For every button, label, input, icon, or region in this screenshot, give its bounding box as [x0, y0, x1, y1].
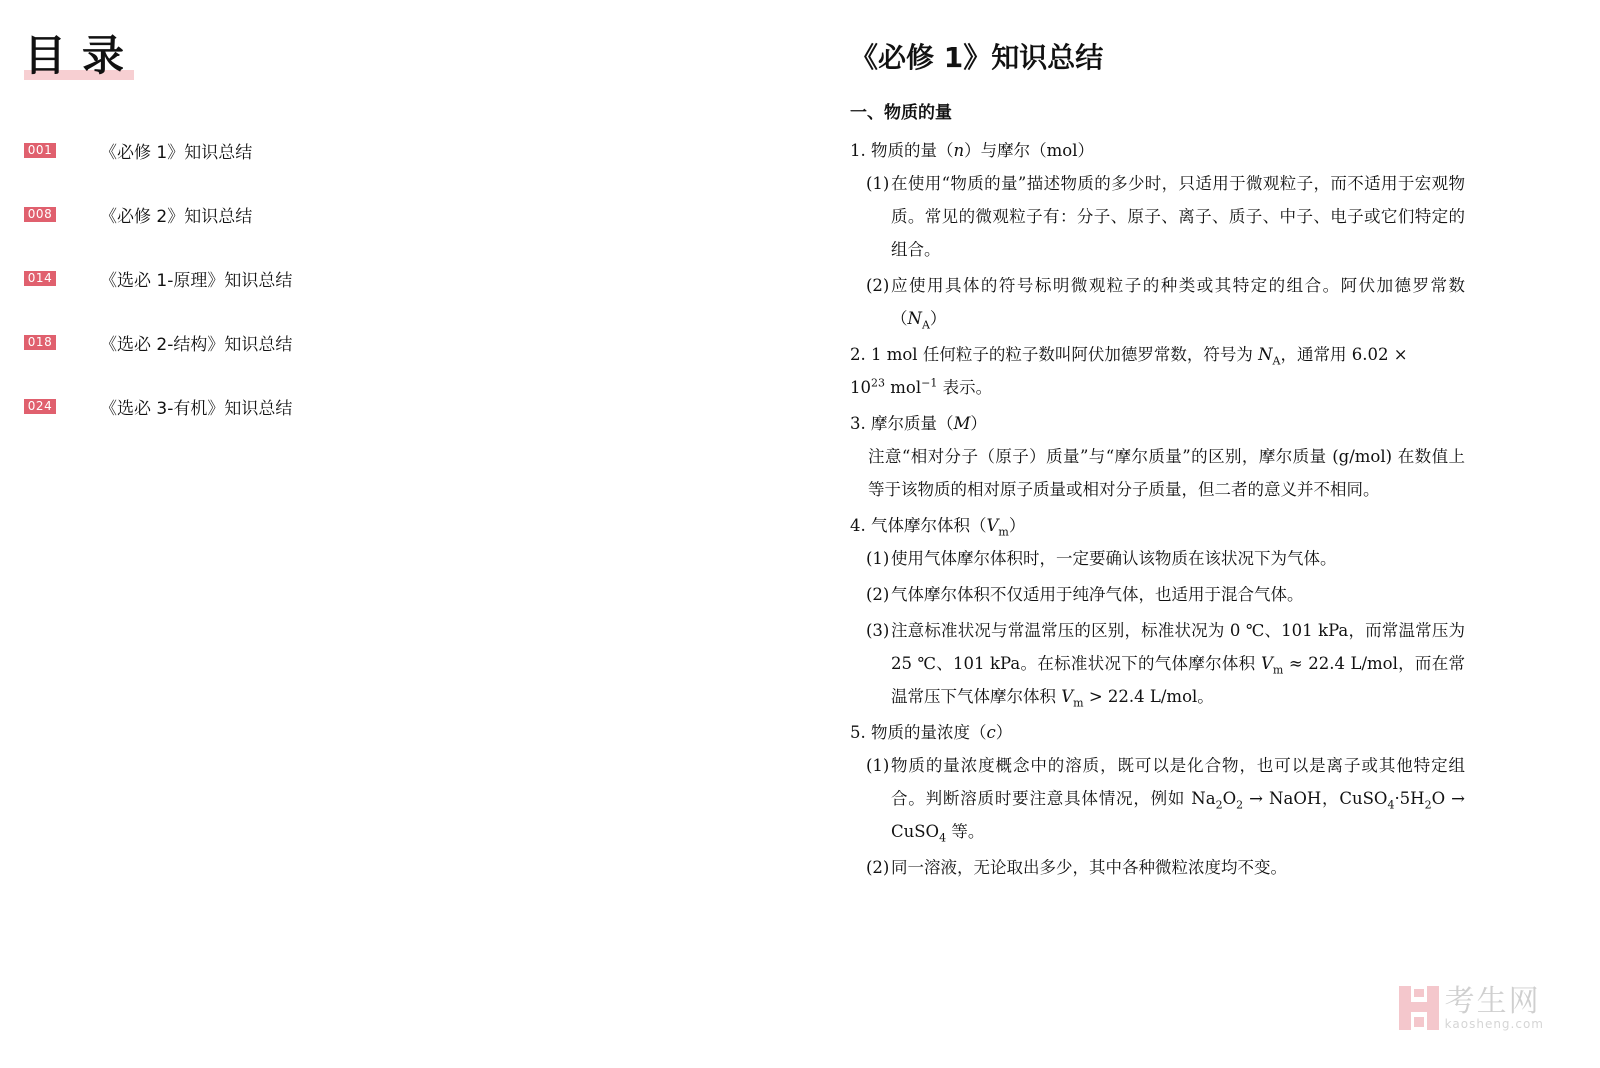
item-heading: 4. 气体摩尔体积$(V_m)$: [850, 516, 1026, 539]
toc-item-label: 《选必 2-结构》知识总结: [100, 334, 293, 355]
sub-item: (2) 应使用具体的符号标明微观粒子的种类或其特定的组合。阿伏加德罗常数$(N_A)$: [850, 269, 1465, 335]
toc-item[interactable]: [24, 182, 292, 246]
item-paragraph: 2. 1 mol 任何粒子的粒子数叫阿伏加德罗常数，符号为 $N_A$，通常用 6.02 × $10^{23}$ mol$^{-1}$ 表示。: [850, 345, 1408, 397]
page-title: 《必修 1》知识总结: [850, 41, 1104, 74]
item-heading: 5. 物质的量浓度（c）: [850, 723, 1013, 742]
sub-item-label: (2): [866, 276, 890, 295]
toc-title: 目录: [24, 31, 141, 80]
toc-page-number: 018: [24, 335, 56, 350]
sub-item: (2) 同一溶液，无论取出多少，其中各种微粒浓度均不变。: [850, 851, 1465, 884]
watermark-logo: [1399, 986, 1544, 1030]
toc-list: [24, 118, 292, 438]
sub-item-label: (1): [866, 756, 890, 775]
toc-item[interactable]: [24, 118, 292, 182]
watermark-domain: kaosheng.com: [1444, 1017, 1544, 1031]
item-heading: 1. 物质的量（n）与摩尔（mol）: [850, 141, 1094, 160]
sub-item: (1) 在使用“物质的量”描述物质的多少时，只适用于微观粒子，而不适用于宏观物质。常见的微观粒子有：分子、原子、离子、质子、中子、电子或它们特定的组合。: [850, 167, 1465, 266]
toc-item-label: 《必修 1》知识总结: [100, 142, 253, 163]
table-of-contents: [24, 30, 804, 419]
toc-page-number: 008: [24, 207, 56, 222]
sub-item-label: (2): [866, 858, 890, 877]
sub-item-label: (1): [866, 549, 890, 568]
toc-item-label: 《选必 3-有机》知识总结: [100, 398, 293, 419]
sub-item: (1) 物质的量浓度概念中的溶质，既可以是化合物，也可以是离子或其他特定组合。判断溶质时要注意具体情况，例如 $Na_2O_2$ → NaOH，$CuSO_4\cdot 5H_2O$ → CuSO$_4$ 等。: [850, 749, 1465, 848]
note-paragraph: 注意“相对分子（原子）质量”与“摩尔质量”的区别，摩尔质量 (g/mol) 在数值上等于该物质的相对原子质量或相对分子质量，但二者的意义并不相同。: [868, 447, 1465, 499]
toc-item-label: 《必修 2》知识总结: [100, 206, 253, 227]
sub-item-label: (3): [866, 621, 890, 640]
item-heading: 3. 摩尔质量（M）: [850, 414, 987, 433]
watermark-text: 考生网: [1444, 984, 1541, 1019]
toc-page-number: 001: [24, 143, 56, 158]
toc-page-number: 024: [24, 399, 56, 414]
sub-item: (3) 注意标准状况与常温常压的区别，标准状况为 0 ℃、101 kPa，而常温常压为 25 ℃、101 kPa。在标准状况下的气体摩尔体积 $V_m \approx 22.4$ L/mol，而在常温常压下气体摩尔体积 $V_m > 22.4$ L/mol。: [850, 614, 1465, 713]
toc-item-label: 《选必 1-原理》知识总结: [100, 270, 293, 291]
sub-item-label: (2): [866, 585, 890, 604]
section-heading: 一、物质的量: [850, 103, 952, 123]
content-page: [850, 38, 1465, 887]
toc-item[interactable]: [24, 374, 292, 438]
sub-item: (2) 气体摩尔体积不仅适用于纯净气体，也适用于混合气体。: [850, 578, 1465, 611]
sub-item-label: (1): [866, 174, 890, 193]
kaosheng-logo-icon: [1399, 986, 1439, 1030]
toc-page-number: 014: [24, 271, 56, 286]
sub-item: (1) 使用气体摩尔体积时，一定要确认该物质在该状况下为气体。: [850, 542, 1465, 575]
toc-item[interactable]: [24, 310, 292, 374]
toc-item[interactable]: [24, 246, 292, 310]
